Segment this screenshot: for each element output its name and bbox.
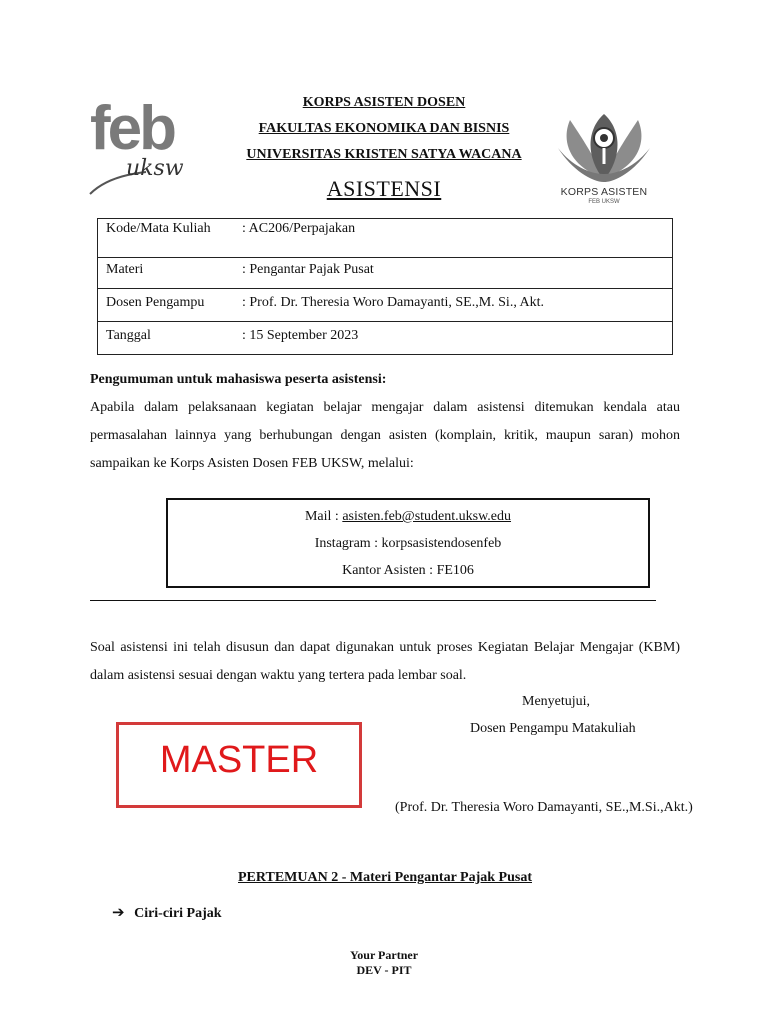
info-value: : Prof. Dr. Theresia Woro Damayanti, SE.,M. Si., Akt. <box>234 289 673 322</box>
approval-body: Soal asistensi ini telah disusun dan dapat digunakan untuk proses Kegiatan Belajar Mengajar (KBM) dalam asistensi sesuai dengan waktu yang tertera pada lembar soal. <box>90 640 680 683</box>
announcement-heading: Pengumuman untuk mahasiswa peserta asistensi: <box>90 372 387 387</box>
table-row <box>98 289 673 322</box>
contact-mail <box>168 503 648 530</box>
divider <box>90 600 656 601</box>
footer-line1: Your Partner <box>349 948 419 962</box>
feb-logo-text: feb <box>90 94 174 163</box>
info-value: : AC206/Perpajakan <box>234 219 673 258</box>
info-value: : 15 September 2023 <box>234 322 673 355</box>
feb-uksw-logo <box>88 94 200 192</box>
uksw-logo-text: uksw <box>126 156 184 181</box>
info-label: Dosen Pengampu <box>98 289 235 322</box>
page-title: ASISTENSI <box>326 176 442 201</box>
lotus-icon <box>552 108 656 188</box>
korps-logo-sublabel: FEB UKSW <box>588 199 620 205</box>
table-row <box>98 322 673 355</box>
contact-office: Kantor Asisten : FE106 <box>342 563 474 578</box>
arrow-right-icon: ➔ <box>112 903 125 921</box>
korps-asisten-logo <box>552 108 656 208</box>
mail-link[interactable]: asisten.feb@student.uksw.edu <box>342 509 512 524</box>
course-info-table <box>97 218 673 355</box>
korps-logo-label: KORPS ASISTEN <box>560 186 648 198</box>
mail-label: Mail : <box>304 509 343 524</box>
contact-box <box>166 498 650 588</box>
info-label: Kode/Mata Kuliah <box>98 219 235 258</box>
org-name: KORPS ASISTEN DOSEN <box>302 95 466 110</box>
info-value: : Pengantar Pajak Pusat <box>234 258 673 289</box>
bullet-text: Ciri-ciri Pajak <box>134 906 222 921</box>
university-name: UNIVERSITAS KRISTEN SATYA WACANA <box>246 147 522 162</box>
section-heading: PERTEMUAN 2 - Materi Pengantar Pajak Pusat <box>238 870 532 885</box>
info-label: Materi <box>98 258 235 289</box>
table-row <box>98 258 673 289</box>
approval-agree: Menyetujui, <box>522 694 591 709</box>
master-stamp <box>116 722 362 808</box>
announcement-body: Apabila dalam pelaksanaan kegiatan belajar mengajar dalam asistensi ditemukan kendala atau permasalahan lainnya yang berhubungan dengan asisten (komplain, kritik, maupun saran) mohon sampaikan ke Korps Asisten Dosen FEB UKSW, melalui: <box>90 400 680 471</box>
footer-line2: DEV - PIT <box>356 963 412 977</box>
master-stamp-text: MASTER <box>159 739 319 781</box>
table-row <box>98 219 673 258</box>
info-label: Tanggal <box>98 322 235 355</box>
faculty-name: FAKULTAS EKONOMIKA DAN BISNIS <box>258 121 510 136</box>
contact-instagram: Instagram : korpsasistendosenfeb <box>314 536 502 551</box>
signatory-name: (Prof. Dr. Theresia Woro Damayanti, SE.,M.Si.,Akt.) <box>395 800 693 815</box>
bullet-item <box>112 903 222 922</box>
approval-role: Dosen Pengampu Matakuliah <box>470 721 636 736</box>
